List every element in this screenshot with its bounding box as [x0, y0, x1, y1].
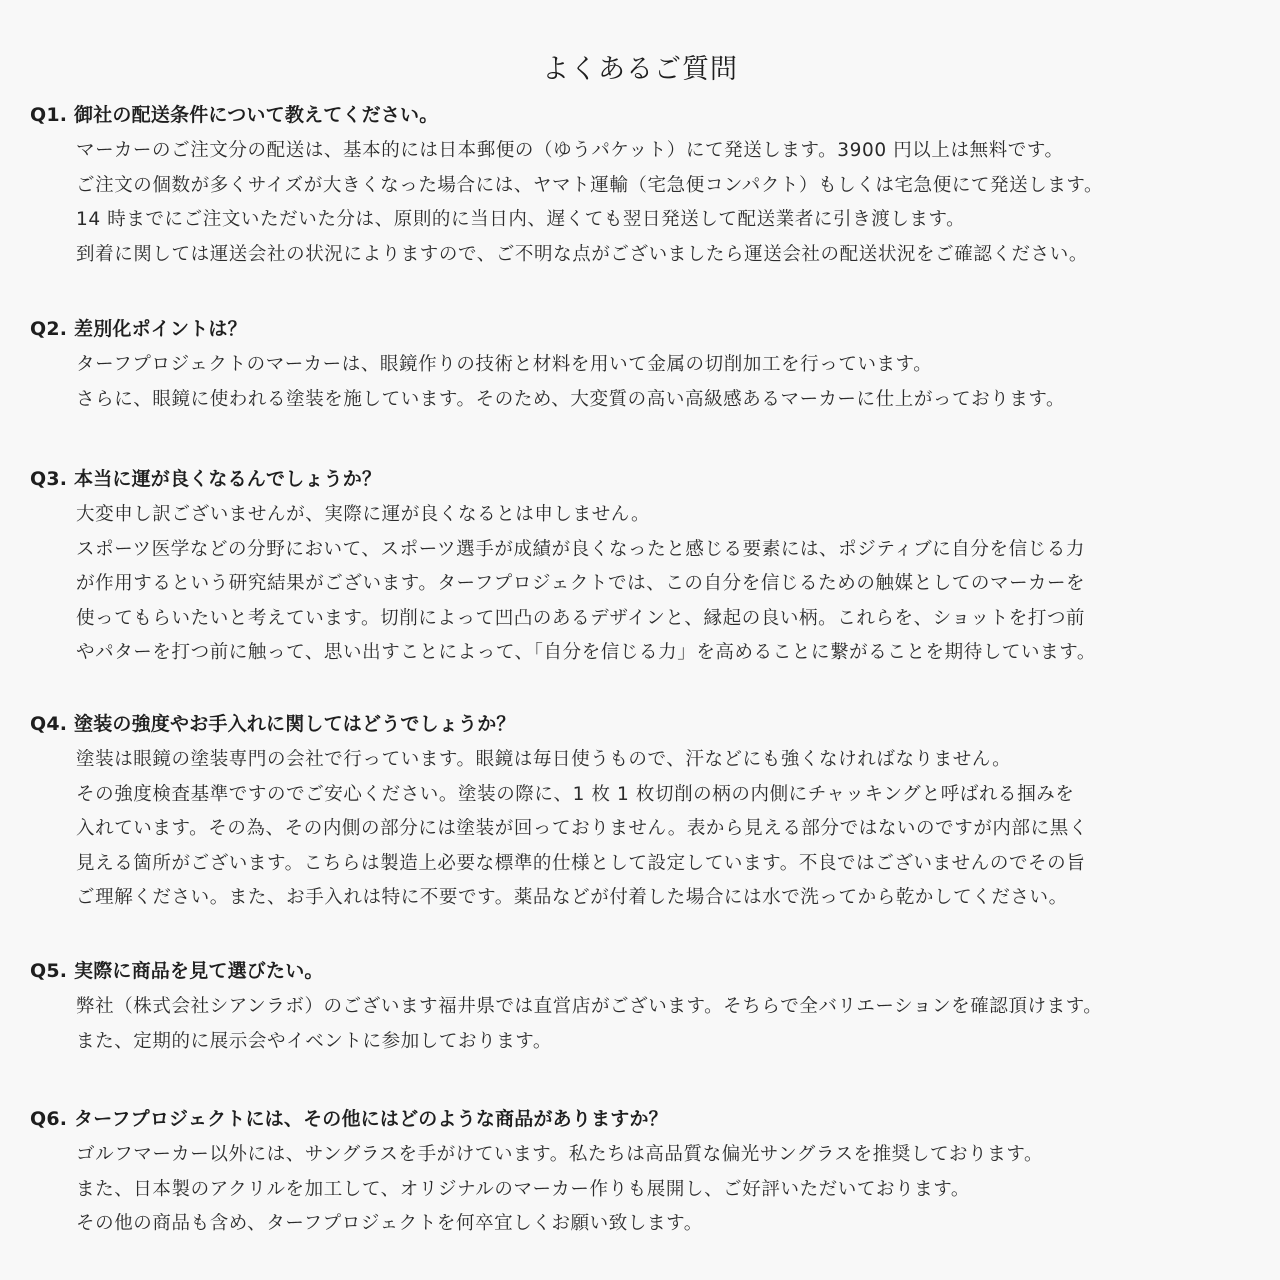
faq-question: Q3. 本当に運が良くなるんでしょうか？ [30, 468, 382, 490]
answer-line: ご理解ください。また、お手入れは特に不要です。薬品などが付着した場合には水で洗ってから乾かしてください。 [76, 887, 1068, 908]
answer-line: が作用するという研究結果がございます。ターフプロジェクトでは、この自分を信じるための触媒としてのマーカーを [76, 573, 1086, 594]
answer-line: 14 時までにご注文いただいた分は、原則的に当日内、遅くても翌日発送して配送業者に引き渡します。 [76, 209, 966, 230]
answer-line: ターフプロジェクトのマーカーは、眼鏡作りの技術と材料を用いて金属の切削加工を行っています。 [76, 354, 933, 375]
faq-question: Q5. 実際に商品を見て選びたい。 [30, 960, 324, 982]
faq-answer [76, 990, 1260, 1059]
faq-question: Q2. 差別化ポイントは？ [30, 318, 247, 340]
faq-answer [76, 1138, 1260, 1242]
answer-line: さらに、眼鏡に使われる塗装を施しています。そのため、大変質の高い高級感あるマーカーに仕上がっております。 [76, 388, 1066, 410]
answer-line: スポーツ医学などの分野において、スポーツ選手が成績が良くなったと感じる要素には、ポジティブに自分を信じる力 [76, 538, 1085, 560]
answer-line: やパターを打つ前に触って、思い出すことによって、「自分を信じる力」を高めることに繋がることを期待しています。 [76, 642, 1096, 663]
faq-item-q3 [30, 464, 1260, 671]
answer-line: マーカーのご注文分の配送は、基本的には日本郵便の（ゆうパケット）にて発送します。3900 円以上は無料です。 [76, 140, 1064, 161]
answer-line: ご注文の個数が多くサイズが大きくなった場合には、ヤマト運輸（宅急便コンパクト）もしくは宅急便にて発送します。 [76, 174, 1104, 196]
answer-line: 使ってもらいたいと考えています。切削によって凹凸のあるデザインと、縁起の良い柄。これらを、ショットを打つ前 [76, 607, 1086, 629]
faq-answer [76, 134, 1260, 272]
answer-line: 塗装は眼鏡の塗装専門の会社で行っています。眼鏡は毎日使うもので、汗などにも強くなければなりません。 [76, 749, 1012, 770]
answer-line: その強度検査基準ですのでご安心ください。塗装の際に、1 枚 1 枚切削の柄の内側にチャッキングと呼ばれる掴みを [76, 783, 1075, 805]
faq-item-q5 [30, 956, 1260, 1059]
faq-answer [76, 348, 1260, 417]
answer-line: 到着に関しては運送会社の状況によりますので、ご不明な点がございましたら運送会社の配送状況をご確認ください。 [76, 243, 1088, 265]
faq-question: Q4. 塗装の強度やお手入れに関してはどうでしょうか？ [30, 713, 516, 735]
answer-line: また、日本製のアクリルを加工して、オリジナルのマーカー作りも展開し、ご好評いただいております。 [76, 1178, 971, 1200]
answer-line: 見える箇所がございます。こちらは製造上必要な標準的仕様として設定しています。不良ではございませんのでその旨 [76, 852, 1086, 874]
answer-line: 大変申し訳ございませんが、実際に運が良くなるとは申しません。 [76, 504, 651, 525]
faq-item-q2 [30, 314, 1260, 417]
faq-question: Q6. ターフプロジェクトには、その他にはどのような商品がありますか？ [30, 1108, 668, 1130]
faq-item-q1 [30, 100, 1260, 272]
faq-item-q4 [30, 709, 1260, 916]
answer-line: 入れています。その為、その内側の部分には塗装が回っておりません。表から見える部分ではないのですが内部に黒く [76, 818, 1088, 839]
answer-line: ゴルフマーカー以外には、サングラスを手がけています。私たちは高品質な偏光サングラスを推奨しております。 [76, 1144, 1044, 1165]
faq-question: Q1. 御社の配送条件について教えてください。 [30, 104, 439, 126]
faq-answer [76, 498, 1260, 671]
faq-answer [76, 743, 1260, 916]
faq-item-q6 [30, 1104, 1260, 1242]
answer-line: また、定期的に展示会やイベントに参加しております。 [76, 1030, 553, 1052]
answer-line: その他の商品も含め、ターフプロジェクトを何卒宜しくお願い致します。 [76, 1213, 703, 1234]
page-title: よくあるご質問 [542, 54, 738, 86]
answer-line: 弊社（株式会社シアンラボ）のございます福井県では直営店がございます。そちらで全バリエーションを確認頂けます。 [76, 996, 1103, 1017]
